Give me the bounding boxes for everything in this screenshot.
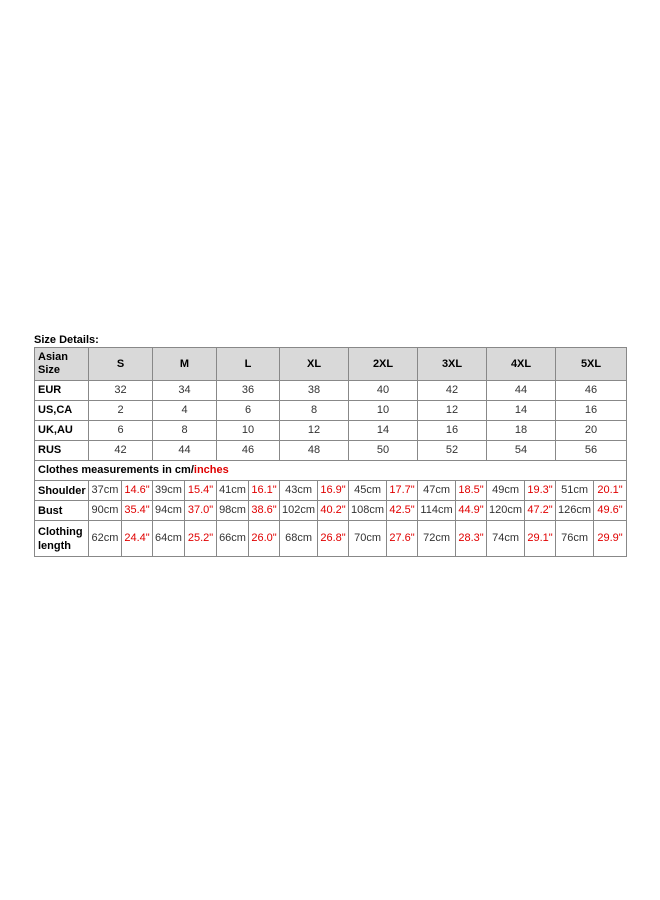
conversion-row-label: EUR	[35, 381, 89, 401]
measurement-inch-value: 14.6"	[122, 481, 153, 501]
conversion-value: 36	[217, 381, 280, 401]
measurement-inch-value: 18.5"	[456, 481, 487, 501]
measurements-heading-prefix: Clothes measurements in cm/	[38, 464, 194, 476]
conversion-row-rus	[35, 441, 627, 461]
size-header-s: S	[89, 348, 153, 381]
conversion-value: 42	[418, 381, 487, 401]
measurement-cm-value: 49cm	[487, 481, 525, 501]
measurement-row-label: Bust	[35, 501, 89, 521]
conversion-row-eur	[35, 381, 627, 401]
measurement-cm-value: 126cm	[556, 501, 594, 521]
measurement-inch-value: 16.9"	[318, 481, 349, 501]
measurement-cm-value: 64cm	[153, 521, 185, 557]
conversion-value: 10	[349, 401, 418, 421]
measurement-inch-value: 49.6"	[594, 501, 627, 521]
measurement-inch-value: 24.4"	[122, 521, 153, 557]
measurement-cm-value: 66cm	[217, 521, 249, 557]
measurement-inch-value: 27.6"	[387, 521, 418, 557]
measurement-inch-value: 25.2"	[185, 521, 217, 557]
conversion-value: 16	[556, 401, 627, 421]
conversion-row-label: US,CA	[35, 401, 89, 421]
conversion-value: 38	[280, 381, 349, 401]
measurement-cm-value: 114cm	[418, 501, 456, 521]
measurement-inch-value: 29.1"	[525, 521, 556, 557]
conversion-value: 14	[349, 421, 418, 441]
measurements-heading	[35, 461, 627, 481]
size-header-2xl: 2XL	[349, 348, 418, 381]
conversion-value: 34	[153, 381, 217, 401]
conversion-value: 10	[217, 421, 280, 441]
size-header-row	[35, 348, 627, 381]
measurement-inch-value: 29.9"	[594, 521, 627, 557]
conversion-row-label: UK,AU	[35, 421, 89, 441]
conversion-value: 6	[217, 401, 280, 421]
measurement-row-clothing-length	[35, 521, 627, 557]
measurement-row-shoulder	[35, 481, 627, 501]
size-details-title: Size Details:	[34, 334, 99, 346]
conversion-value: 48	[280, 441, 349, 461]
measurement-inch-value: 42.5"	[387, 501, 418, 521]
measurement-inch-value: 38.6"	[249, 501, 280, 521]
conversion-value: 14	[487, 401, 556, 421]
measurement-cm-value: 74cm	[487, 521, 525, 557]
measurement-cm-value: 68cm	[280, 521, 318, 557]
measurement-inch-value: 35.4"	[122, 501, 153, 521]
measurement-cm-value: 47cm	[418, 481, 456, 501]
conversion-value: 44	[153, 441, 217, 461]
conversion-value: 46	[556, 381, 627, 401]
conversion-value: 16	[418, 421, 487, 441]
conversion-value: 18	[487, 421, 556, 441]
size-header-5xl: 5XL	[556, 348, 627, 381]
measurement-cm-value: 108cm	[349, 501, 387, 521]
measurement-inch-value: 26.8"	[318, 521, 349, 557]
measurement-cm-value: 98cm	[217, 501, 249, 521]
measurement-inch-value: 17.7"	[387, 481, 418, 501]
measurement-inch-value: 37.0"	[185, 501, 217, 521]
size-header-3xl: 3XL	[418, 348, 487, 381]
conversion-row-usca	[35, 401, 627, 421]
conversion-value: 50	[349, 441, 418, 461]
conversion-value: 6	[89, 421, 153, 441]
measurement-inch-value: 47.2"	[525, 501, 556, 521]
asian-size-label: Asian Size	[35, 348, 89, 381]
size-header-m: M	[153, 348, 217, 381]
measurement-cm-value: 90cm	[89, 501, 122, 521]
conversion-value: 56	[556, 441, 627, 461]
conversion-value: 46	[217, 441, 280, 461]
conversion-value: 8	[280, 401, 349, 421]
conversion-value: 12	[280, 421, 349, 441]
size-header-xl: XL	[280, 348, 349, 381]
conversion-value: 4	[153, 401, 217, 421]
conversion-value: 52	[418, 441, 487, 461]
measurement-inch-value: 19.3"	[525, 481, 556, 501]
size-header-4xl: 4XL	[487, 348, 556, 381]
measurement-cm-value: 37cm	[89, 481, 122, 501]
conversion-row-label: RUS	[35, 441, 89, 461]
measurement-inch-value: 20.1"	[594, 481, 627, 501]
measurement-inch-value: 44.9"	[456, 501, 487, 521]
size-chart	[34, 333, 627, 557]
measurement-row-bust	[35, 501, 627, 521]
measurement-cm-value: 51cm	[556, 481, 594, 501]
measurement-inch-value: 26.0"	[249, 521, 280, 557]
measurement-cm-value: 39cm	[153, 481, 185, 501]
measurement-cm-value: 70cm	[349, 521, 387, 557]
measurement-row-label: Shoulder	[35, 481, 89, 501]
conversion-value: 12	[418, 401, 487, 421]
measurement-cm-value: 102cm	[280, 501, 318, 521]
measurement-inch-value: 15.4"	[185, 481, 217, 501]
measurements-heading-inches: inches	[193, 464, 229, 476]
measurement-inch-value: 40.2"	[318, 501, 349, 521]
measurement-cm-value: 120cm	[487, 501, 525, 521]
measurement-cm-value: 41cm	[217, 481, 249, 501]
conversion-value: 32	[89, 381, 153, 401]
size-header-l: L	[217, 348, 280, 381]
conversion-value: 20	[556, 421, 627, 441]
measurements-section-row	[35, 461, 627, 481]
measurement-cm-value: 43cm	[280, 481, 318, 501]
conversion-value: 44	[487, 381, 556, 401]
conversion-value: 2	[89, 401, 153, 421]
measurement-cm-value: 45cm	[349, 481, 387, 501]
conversion-value: 42	[89, 441, 153, 461]
measurement-cm-value: 62cm	[89, 521, 122, 557]
measurement-cm-value: 94cm	[153, 501, 185, 521]
measurement-row-label: Clothing length	[35, 521, 89, 557]
measurement-inch-value: 16.1"	[249, 481, 280, 501]
measurement-cm-value: 76cm	[556, 521, 594, 557]
size-table	[34, 347, 627, 557]
measurement-inch-value: 28.3"	[456, 521, 487, 557]
conversion-value: 54	[487, 441, 556, 461]
conversion-value: 40	[349, 381, 418, 401]
measurement-cm-value: 72cm	[418, 521, 456, 557]
conversion-value: 8	[153, 421, 217, 441]
conversion-row-ukau	[35, 421, 627, 441]
